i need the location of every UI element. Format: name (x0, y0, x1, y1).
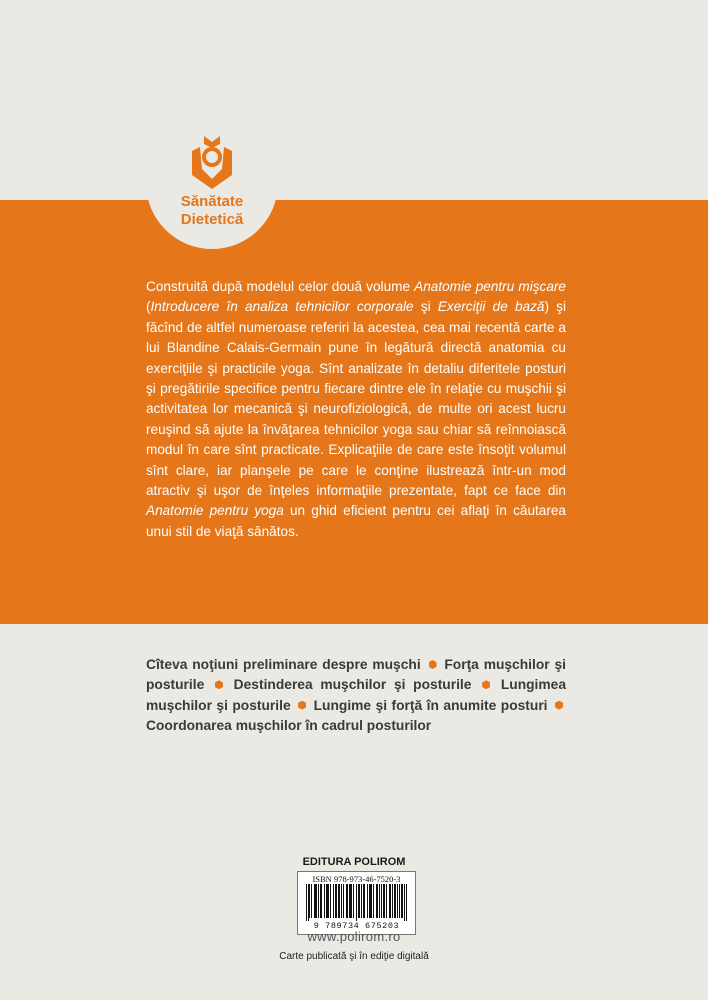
topic-item: Lungimea muşchilor şi posturile (146, 677, 567, 713)
digital-edition-note: Carte publicată şi în ediţie digitală (279, 951, 429, 962)
human-figure-logo-icon (146, 117, 278, 249)
desc-title: Introducere în analiza tehnicilor corporale (150, 299, 414, 315)
topic-item: Coordonarea muşchilor în cadrul posturilor (146, 717, 432, 733)
desc-text: Construită după modelul celor două volume (146, 279, 415, 294)
logo-title-line1: Sănătate (180, 193, 244, 210)
desc-title: Anatomie pentru yoga (146, 503, 284, 519)
collection-logo (146, 117, 278, 249)
hexagon-bullet-icon (429, 660, 437, 669)
barcode-icon (306, 884, 407, 921)
barcode-digits: 9 789734 675203 (313, 921, 400, 931)
desc-title: Exerciţii de bază (437, 299, 545, 315)
desc-text: un ghid eficient pentru cei aflaţi în căutarea unui stil de viaţă sănătos. (146, 503, 566, 539)
desc-text: ( (146, 299, 151, 315)
hexagon-bullet-icon (215, 680, 223, 689)
topic-item: Lungime şi forţă în anumite posturi (313, 697, 548, 713)
website-link[interactable]: www.polirom.ro (307, 929, 401, 944)
hexagon-bullet-icon (555, 701, 563, 710)
hexagon-bullet-icon (482, 680, 490, 689)
desc-text: ) şi făcînd de altfel numeroase referiri la acestea, cea mai recentă carte a lui Blandine Calais-Germain pune în legătură directă anatomia cu exerciţiile şi practicile yoga. Sînt analizate în detaliu diferitele posturi şi pregătirile specifice pentru fiecare dintre ele în relaţie cu muşchii şi activitatea lor mecanică şi neurofiziologică, de multe ori acest lucru reuşind să ajute la învăţarea tehnicilor yoga sau chiar să reînnoiască modul în care sînt practicate. Explicaţiile de care este însoţit volumul sînt clare, iar planşele pe care le conţine ilustrează într-un mod atractiv şi uşor de înţeles informaţiile prezentate, fapt ce face din (146, 299, 566, 499)
topic-item: Cîteva noţiuni preliminare despre muşchi (146, 657, 421, 672)
top-band (0, 0, 708, 200)
topic-item: Destinderea muşchilor şi posturile (233, 677, 472, 693)
logo-title-line2: Dietetică (180, 211, 244, 228)
isbn-text: ISBN 978-973-46-7520-3 (312, 874, 401, 884)
desc-title: Anatomie pentru mişcare (414, 279, 566, 294)
hexagon-bullet-icon (298, 701, 306, 710)
book-description (146, 277, 566, 542)
desc-text: şi (413, 299, 438, 315)
topics-list (146, 655, 566, 736)
topic-item: Forţa muşchilor şi posturile (146, 657, 566, 693)
publisher-name: EDITURA POLIROM (302, 856, 406, 868)
barcode-box (297, 871, 416, 935)
